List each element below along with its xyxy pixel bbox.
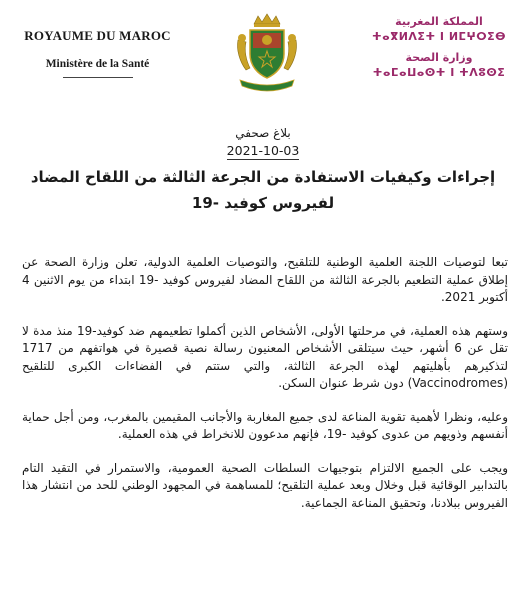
moroccan-coat-of-arms-icon	[232, 10, 302, 96]
header-french	[10, 28, 185, 78]
press-release-title: إجراءات وكيفيات الاستفادة من الجرعة الثالثة من اللقاح المضاد لفيروس كوفيد -19	[30, 168, 496, 212]
ministry-name-fr: Ministère de la Santé	[45, 58, 150, 70]
body-paragraph-4: ويجب على الجميع الالتزام بتوجيهات السلطات الصحية العمومية، والاستمرار في التقيد التام بالتدابير الوقائية قبل وخلال وبعد عملية التلقيح؛ للمساهمة في المجهود الوطني للحد من انتشار هذا الفيروس ببلادنا، وتحقيق المناعة الجماعية.	[22, 460, 508, 510]
press-release-date: 2021-10-03	[226, 143, 300, 158]
ministry-name-ar: وزارة الصحة	[405, 51, 473, 64]
press-release-label: بلاغ صحفي	[235, 126, 291, 140]
kingdom-name-fr: ROYAUME DU MAROC	[24, 28, 171, 43]
body-paragraph-1: تبعا لتوصيات اللجنة العلمية الوطنية للتلقيح، والتوصيات العلمية الدولية، تعلن وزارة الصحة عن إطلاق عملية التطعيم بالجرعة الثالثة من اللقاح المضاد لفيروس كوفيد -19 ابتداء من يوم الاثنين 4 أكتوبر 2021.	[22, 255, 508, 304]
press-release-body	[22, 254, 508, 528]
press-release-date-line	[0, 143, 526, 158]
header-divider	[63, 77, 133, 78]
kingdom-name-ar: المملكة المغربية	[395, 15, 483, 28]
body-paragraph-3: وعليه، ونظرا لأهمية تقوية المناعة لدى جميع المغاربة والأجانب المقيمين بالمغرب، ومن أجل حماية أنفسهم وذويهم من عدوى كوفيد -19، فإنهم مدعوون للانخراط في هذه العملية.	[22, 409, 508, 441]
ministry-name-tifinagh: ⵜⴰⵎⴰⵡⴰⵙⵜ ⵏ ⵜⴷⵓⵙⵉ	[372, 66, 506, 79]
header-arabic-tifinagh	[364, 14, 514, 80]
body-paragraph-2: وستهم هذه العملية، في مرحلتها الأولى، الأشخاص الذين أكملوا تطعيمهم ضد كوفيد-19 منذ مدة لا تقل عن 6 أشهر، حيث سيتلقى الأشخاص المعنيون رسالة نصية قصيرة في هواتفهم من 1717 لتذكيرهم بأهليتهم لهذه الجرعة الثالثة، والتي ستتم في الفضاءات الكبرى للتلقيح (Vaccinodromes) دون شرط عنوان السكن.	[22, 323, 509, 390]
kingdom-name-tifinagh: ⵜⴰⴳⵍⴷⵉⵜ ⵏ ⵍⵎⵖⵔⵉⴱ	[371, 30, 506, 43]
